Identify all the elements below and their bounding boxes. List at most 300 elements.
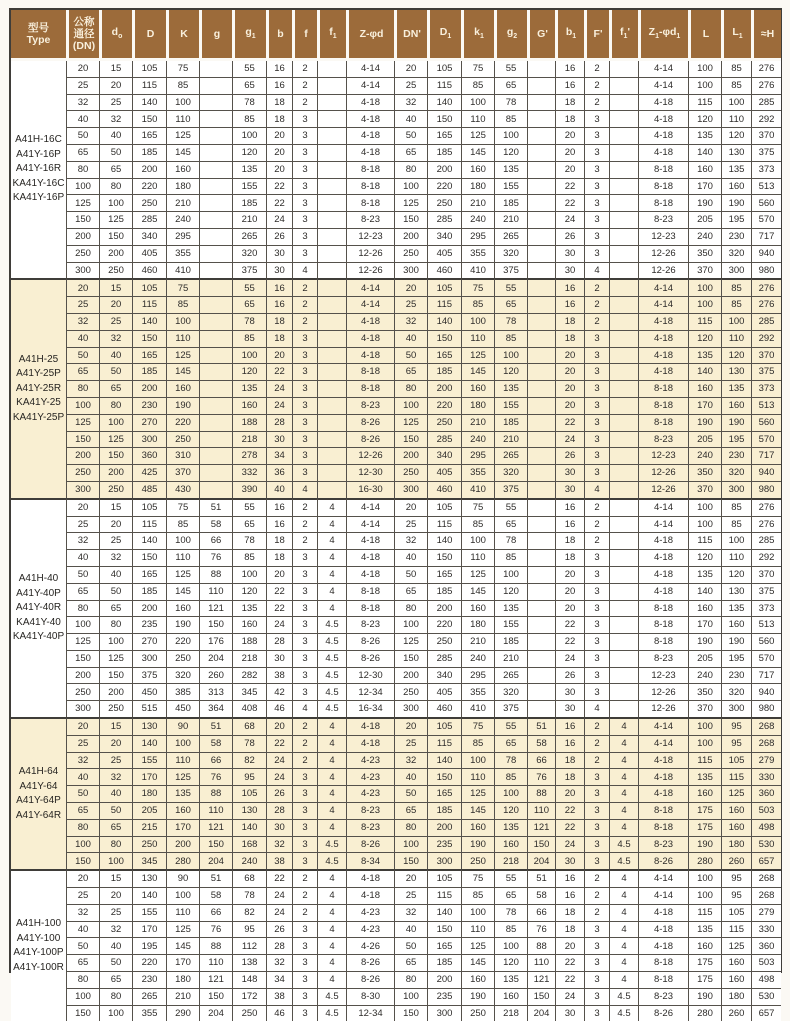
cell: 8-18 bbox=[346, 161, 394, 178]
cell: 3 bbox=[292, 836, 317, 853]
table-row bbox=[11, 735, 781, 752]
cell: 25 bbox=[99, 94, 132, 111]
cell bbox=[527, 633, 555, 650]
table-row bbox=[11, 650, 781, 667]
cell: 3 bbox=[584, 600, 609, 617]
cell: 66 bbox=[199, 752, 232, 769]
cell: 4-14 bbox=[346, 296, 394, 313]
table-row bbox=[11, 161, 781, 178]
cell: 120 bbox=[688, 330, 721, 347]
cell: 160 bbox=[721, 819, 751, 836]
cell: 3 bbox=[584, 447, 609, 464]
cell: 4-14 bbox=[638, 735, 688, 752]
cell: 105 bbox=[721, 904, 751, 921]
cell: 22 bbox=[266, 735, 292, 752]
cell: 65 bbox=[494, 77, 527, 94]
cell: 46 bbox=[266, 1005, 292, 1021]
cell: 20 bbox=[555, 937, 584, 954]
table-row bbox=[11, 516, 781, 533]
cell bbox=[609, 397, 638, 414]
cell: 2 bbox=[584, 717, 609, 735]
cell: 3 bbox=[292, 616, 317, 633]
cell: 405 bbox=[427, 683, 461, 700]
column-header-10: Z-φd bbox=[346, 10, 394, 61]
cell: 12-23 bbox=[638, 667, 688, 684]
cell: 15 bbox=[99, 498, 132, 516]
cell: 65 bbox=[394, 363, 427, 380]
cell: 100 bbox=[688, 735, 721, 752]
cell: 135 bbox=[232, 600, 266, 617]
cell: 3 bbox=[292, 819, 317, 836]
cell: 200 bbox=[132, 600, 166, 617]
cell: 279 bbox=[751, 904, 781, 921]
cell: 3 bbox=[584, 178, 609, 195]
cell: 100 bbox=[721, 94, 751, 111]
cell: 320 bbox=[494, 245, 527, 262]
cell: 300 bbox=[66, 262, 99, 279]
cell: 4.5 bbox=[317, 1005, 346, 1021]
cell: 4 bbox=[609, 887, 638, 904]
cell: 268 bbox=[751, 869, 781, 887]
cell: 135 bbox=[688, 566, 721, 583]
cell: 130 bbox=[721, 144, 751, 161]
cell: 150 bbox=[527, 988, 555, 1005]
cell: 3 bbox=[292, 380, 317, 397]
cell: 4-14 bbox=[638, 61, 688, 77]
table-row bbox=[11, 144, 781, 161]
cell: 460 bbox=[427, 481, 461, 498]
cell: 78 bbox=[494, 313, 527, 330]
cell: 2 bbox=[292, 313, 317, 330]
table-row bbox=[11, 683, 781, 700]
cell: 100 bbox=[688, 278, 721, 296]
cell bbox=[609, 667, 638, 684]
cell: 100 bbox=[166, 532, 199, 549]
table-row bbox=[11, 954, 781, 971]
cell bbox=[317, 94, 346, 111]
cell: 4 bbox=[317, 498, 346, 516]
cell: 12-34 bbox=[346, 1005, 394, 1021]
column-header-8: f bbox=[292, 10, 317, 61]
cell bbox=[609, 161, 638, 178]
cell: 330 bbox=[751, 921, 781, 938]
cell: 4-18 bbox=[638, 127, 688, 144]
cell: 32 bbox=[266, 836, 292, 853]
cell: 160 bbox=[232, 397, 266, 414]
cell: 190 bbox=[461, 988, 494, 1005]
cell: 50 bbox=[99, 363, 132, 380]
cell: 150 bbox=[199, 988, 232, 1005]
table-row bbox=[11, 667, 781, 684]
cell: 160 bbox=[688, 785, 721, 802]
table-row bbox=[11, 921, 781, 938]
cell: 240 bbox=[232, 852, 266, 869]
cell: 940 bbox=[751, 464, 781, 481]
cell: 30 bbox=[555, 852, 584, 869]
cell: 80 bbox=[99, 988, 132, 1005]
cell: 30 bbox=[555, 464, 584, 481]
cell: 250 bbox=[427, 633, 461, 650]
cell: 88 bbox=[527, 785, 555, 802]
cell: 350 bbox=[688, 245, 721, 262]
cell: 88 bbox=[199, 937, 232, 954]
cell: 100 bbox=[394, 178, 427, 195]
cell: 100 bbox=[494, 347, 527, 364]
cell: 276 bbox=[751, 296, 781, 313]
cell bbox=[609, 278, 638, 296]
cell: 112 bbox=[232, 937, 266, 954]
cell bbox=[199, 61, 232, 77]
cell: 3 bbox=[292, 954, 317, 971]
cell: 3 bbox=[292, 852, 317, 869]
cell: 20 bbox=[555, 785, 584, 802]
column-header-6: $g_1$ bbox=[232, 10, 266, 61]
cell: 115 bbox=[427, 77, 461, 94]
cell bbox=[199, 347, 232, 364]
cell: 4.5 bbox=[609, 852, 638, 869]
table-row bbox=[11, 262, 781, 279]
cell: 3 bbox=[292, 566, 317, 583]
cell: 230 bbox=[721, 447, 751, 464]
cell: 22 bbox=[555, 616, 584, 633]
cell bbox=[527, 516, 555, 533]
cell: 78 bbox=[232, 887, 266, 904]
cell: 165 bbox=[427, 785, 461, 802]
table-row bbox=[11, 1005, 781, 1021]
cell: 4-18 bbox=[638, 752, 688, 769]
cell: 8-18 bbox=[638, 178, 688, 195]
cell: 125 bbox=[99, 431, 132, 448]
table-row bbox=[11, 431, 781, 448]
table-row bbox=[11, 380, 781, 397]
cell: 40 bbox=[266, 481, 292, 498]
cell: 4 bbox=[317, 566, 346, 583]
cell: 250 bbox=[461, 852, 494, 869]
cell: 4-14 bbox=[346, 61, 394, 77]
cell: 85 bbox=[461, 516, 494, 533]
cell bbox=[527, 667, 555, 684]
cell bbox=[527, 194, 555, 211]
cell: 51 bbox=[199, 717, 232, 735]
cell: 425 bbox=[132, 464, 166, 481]
cell: 410 bbox=[166, 262, 199, 279]
cell bbox=[609, 313, 638, 330]
cell: 88 bbox=[199, 566, 232, 583]
cell: 28 bbox=[266, 633, 292, 650]
table-row bbox=[11, 785, 781, 802]
cell: 130 bbox=[721, 363, 751, 380]
cell: 150 bbox=[132, 549, 166, 566]
cell: 4-14 bbox=[638, 77, 688, 94]
cell: 65 bbox=[394, 954, 427, 971]
cell: 8-26 bbox=[346, 414, 394, 431]
cell bbox=[317, 330, 346, 347]
cell: 55 bbox=[232, 61, 266, 77]
cell: 20 bbox=[99, 887, 132, 904]
cell: 50 bbox=[394, 127, 427, 144]
cell: 190 bbox=[461, 836, 494, 853]
cell: 85 bbox=[461, 735, 494, 752]
cell: 175 bbox=[688, 971, 721, 988]
cell: 15 bbox=[99, 869, 132, 887]
cell: 20 bbox=[66, 717, 99, 735]
cell: 4-14 bbox=[346, 498, 394, 516]
cell: 4-18 bbox=[638, 904, 688, 921]
cell: 8-26 bbox=[346, 431, 394, 448]
cell: 235 bbox=[427, 836, 461, 853]
cell: 160 bbox=[461, 819, 494, 836]
cell: 570 bbox=[751, 650, 781, 667]
cell: 8-18 bbox=[346, 600, 394, 617]
cell: 2 bbox=[584, 532, 609, 549]
cell: 3 bbox=[584, 363, 609, 380]
cell bbox=[609, 245, 638, 262]
cell: 18 bbox=[555, 904, 584, 921]
cell: 3 bbox=[584, 464, 609, 481]
cell: 100 bbox=[461, 532, 494, 549]
cell: 4-18 bbox=[346, 887, 394, 904]
cell: 3 bbox=[584, 768, 609, 785]
cell: 150 bbox=[394, 852, 427, 869]
cell: 20 bbox=[66, 869, 99, 887]
cell bbox=[609, 683, 638, 700]
cell: 58 bbox=[527, 735, 555, 752]
cell: 125 bbox=[394, 194, 427, 211]
cell bbox=[199, 127, 232, 144]
cell: 190 bbox=[688, 633, 721, 650]
cell: 51 bbox=[527, 717, 555, 735]
cell: 340 bbox=[427, 667, 461, 684]
cell: 66 bbox=[199, 904, 232, 921]
cell bbox=[527, 481, 555, 498]
cell: 4-18 bbox=[638, 566, 688, 583]
cell bbox=[317, 61, 346, 77]
cell: 22 bbox=[555, 194, 584, 211]
cell: 75 bbox=[461, 498, 494, 516]
cell: 170 bbox=[688, 397, 721, 414]
cell: 250 bbox=[232, 1005, 266, 1021]
cell: 100 bbox=[461, 904, 494, 921]
cell: 12-26 bbox=[346, 245, 394, 262]
cell: 32 bbox=[66, 94, 99, 111]
cell: 105 bbox=[721, 752, 751, 769]
cell: 95 bbox=[232, 768, 266, 785]
cell: 180 bbox=[461, 397, 494, 414]
cell: 3 bbox=[584, 1005, 609, 1021]
cell: 25 bbox=[99, 532, 132, 549]
cell: 85 bbox=[494, 768, 527, 785]
cell: 68 bbox=[232, 717, 266, 735]
cell bbox=[317, 211, 346, 228]
cell: 130 bbox=[132, 869, 166, 887]
cell: 18 bbox=[555, 110, 584, 127]
cell: 200 bbox=[427, 971, 461, 988]
cell: 125 bbox=[394, 414, 427, 431]
cell bbox=[527, 700, 555, 717]
table-row bbox=[11, 988, 781, 1005]
column-header-15: G' bbox=[527, 10, 555, 61]
cell: 76 bbox=[527, 768, 555, 785]
cell bbox=[317, 481, 346, 498]
cell bbox=[527, 600, 555, 617]
cell: 75 bbox=[461, 717, 494, 735]
cell: 180 bbox=[721, 988, 751, 1005]
cell bbox=[527, 161, 555, 178]
cell: 12-23 bbox=[346, 228, 394, 245]
cell: 390 bbox=[232, 481, 266, 498]
cell: 125 bbox=[166, 921, 199, 938]
table-row bbox=[11, 464, 781, 481]
cell: 20 bbox=[394, 717, 427, 735]
cell bbox=[527, 532, 555, 549]
cell: 121 bbox=[527, 971, 555, 988]
cell: 140 bbox=[132, 313, 166, 330]
cell bbox=[609, 464, 638, 481]
cell: 240 bbox=[461, 650, 494, 667]
cell: 2 bbox=[292, 887, 317, 904]
cell: 515 bbox=[132, 700, 166, 717]
cell: 4-23 bbox=[346, 785, 394, 802]
cell: 100 bbox=[394, 616, 427, 633]
cell: 65 bbox=[66, 954, 99, 971]
cell: 145 bbox=[461, 583, 494, 600]
cell: 51 bbox=[199, 869, 232, 887]
cell bbox=[609, 700, 638, 717]
cell: 100 bbox=[688, 717, 721, 735]
cell bbox=[609, 296, 638, 313]
cell bbox=[609, 498, 638, 516]
cell: 370 bbox=[688, 481, 721, 498]
cell: 405 bbox=[427, 464, 461, 481]
cell: 570 bbox=[751, 431, 781, 448]
cell: 66 bbox=[527, 752, 555, 769]
cell: 355 bbox=[461, 464, 494, 481]
cell: 204 bbox=[527, 852, 555, 869]
cell: 370 bbox=[688, 262, 721, 279]
cell: 8-23 bbox=[346, 802, 394, 819]
cell: 160 bbox=[494, 988, 527, 1005]
cell: 180 bbox=[721, 836, 751, 853]
cell: 26 bbox=[266, 228, 292, 245]
cell: 85 bbox=[461, 887, 494, 904]
cell bbox=[609, 583, 638, 600]
cell: 78 bbox=[232, 94, 266, 111]
cell: 4-18 bbox=[638, 785, 688, 802]
cell: 3 bbox=[584, 211, 609, 228]
cell: 65 bbox=[99, 161, 132, 178]
cell bbox=[199, 94, 232, 111]
cell: 75 bbox=[166, 278, 199, 296]
cell: 85 bbox=[232, 110, 266, 127]
cell: 250 bbox=[427, 194, 461, 211]
cell: 3 bbox=[292, 667, 317, 684]
cell: 20 bbox=[394, 61, 427, 77]
cell: 160 bbox=[166, 380, 199, 397]
cell: 20 bbox=[66, 498, 99, 516]
cell: 3 bbox=[292, 144, 317, 161]
cell bbox=[527, 127, 555, 144]
cell: 265 bbox=[494, 228, 527, 245]
cell bbox=[527, 549, 555, 566]
cell bbox=[609, 110, 638, 127]
cell: 50 bbox=[99, 954, 132, 971]
cell: 30 bbox=[266, 650, 292, 667]
column-header-16: $b_1$ bbox=[555, 10, 584, 61]
cell: 4-18 bbox=[346, 549, 394, 566]
cell bbox=[527, 397, 555, 414]
cell: 240 bbox=[688, 228, 721, 245]
cell: 4-18 bbox=[638, 363, 688, 380]
cell: 345 bbox=[132, 852, 166, 869]
cell: 18 bbox=[555, 313, 584, 330]
cell: 320 bbox=[166, 667, 199, 684]
cell: 375 bbox=[494, 700, 527, 717]
table-row bbox=[11, 127, 781, 144]
cell: 4-18 bbox=[638, 313, 688, 330]
cell: 3 bbox=[584, 347, 609, 364]
cell: 12-30 bbox=[346, 464, 394, 481]
cell: 55 bbox=[232, 498, 266, 516]
cell: 135 bbox=[494, 971, 527, 988]
cell: 40 bbox=[66, 768, 99, 785]
cell: 145 bbox=[166, 937, 199, 954]
cell: 160 bbox=[166, 161, 199, 178]
cell: 4-26 bbox=[346, 937, 394, 954]
cell: 65 bbox=[99, 380, 132, 397]
cell: 980 bbox=[751, 700, 781, 717]
cell: 3 bbox=[584, 127, 609, 144]
cell: 8-23 bbox=[638, 650, 688, 667]
cell: 4 bbox=[317, 937, 346, 954]
cell: 18 bbox=[555, 94, 584, 111]
cell bbox=[199, 77, 232, 94]
cell: 175 bbox=[688, 802, 721, 819]
cell: 260 bbox=[721, 1005, 751, 1021]
cell: 320 bbox=[494, 464, 527, 481]
cell: 4 bbox=[609, 785, 638, 802]
cell: 8-26 bbox=[638, 852, 688, 869]
cell: 145 bbox=[461, 363, 494, 380]
cell bbox=[317, 245, 346, 262]
cell: 657 bbox=[751, 1005, 781, 1021]
cell: 115 bbox=[427, 887, 461, 904]
cell: 268 bbox=[751, 735, 781, 752]
cell bbox=[317, 431, 346, 448]
cell: 8-26 bbox=[346, 954, 394, 971]
cell: 170 bbox=[688, 178, 721, 195]
cell: 90 bbox=[166, 869, 199, 887]
type-label-group-0: A41H-16C A41Y-16P A41Y-16R KA41Y-16C KA41Y-16P bbox=[11, 61, 66, 278]
cell: 155 bbox=[494, 178, 527, 195]
cell: 8-18 bbox=[638, 397, 688, 414]
cell bbox=[199, 414, 232, 431]
cell: 717 bbox=[751, 228, 781, 245]
cell: 3 bbox=[584, 988, 609, 1005]
cell: 32 bbox=[66, 313, 99, 330]
cell: 110 bbox=[461, 330, 494, 347]
cell: 115 bbox=[427, 516, 461, 533]
cell: 100 bbox=[66, 616, 99, 633]
cell: 24 bbox=[266, 768, 292, 785]
column-header-0: 型号 Type bbox=[11, 10, 66, 61]
table-row bbox=[11, 633, 781, 650]
cell: 185 bbox=[427, 363, 461, 380]
cell: 2 bbox=[584, 77, 609, 94]
cell: 16 bbox=[555, 498, 584, 516]
cell: 38 bbox=[266, 852, 292, 869]
cell: 65 bbox=[66, 802, 99, 819]
cell: 330 bbox=[751, 768, 781, 785]
